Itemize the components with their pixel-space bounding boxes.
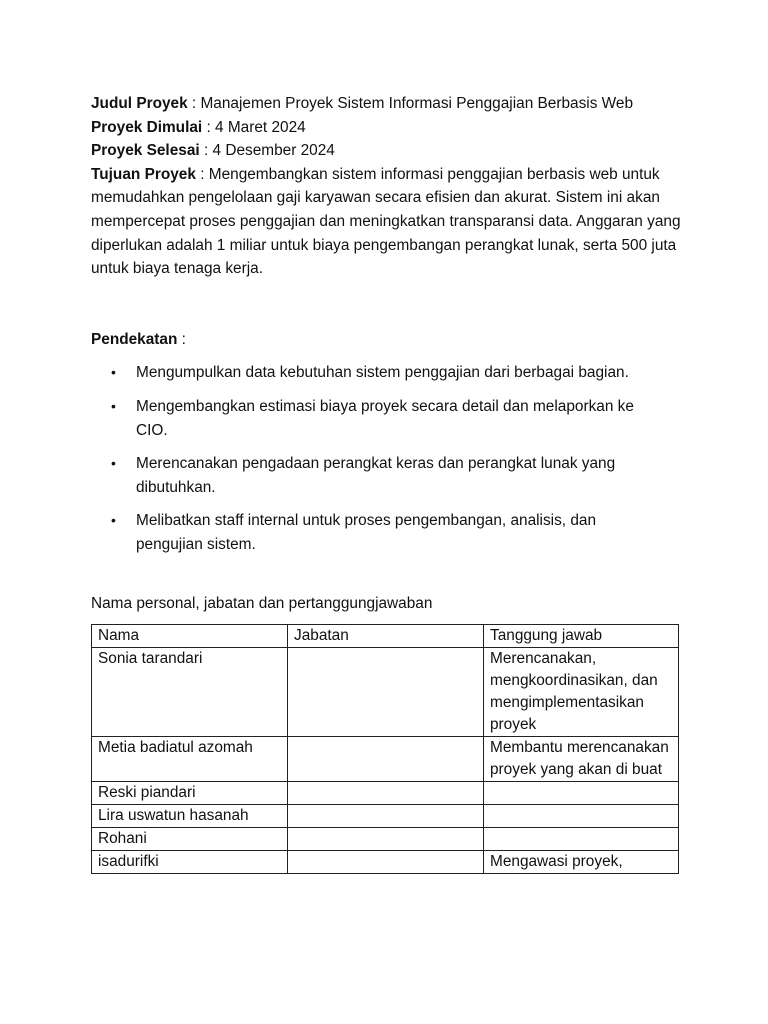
project-start-value: : 4 Maret 2024 <box>202 118 306 136</box>
staff-table <box>91 624 679 874</box>
project-title-value: : Manajemen Proyek Sistem Informasi Penggajian Berbasis Web <box>187 95 634 112</box>
list-item <box>91 452 656 499</box>
bullet-icon: • <box>111 512 116 529</box>
cell-responsibility: Membantu merencanakan proyek yang akan di buat <box>484 737 679 782</box>
cell-position <box>288 828 484 851</box>
list-item-text: Mengembangkan estimasi biaya proyek secara detail dan melaporkan ke CIO. <box>136 397 634 439</box>
project-goal-value: : Mengembangkan sistem informasi penggajian berbasis web untuk memudahkan pengelolaan gaji karyawan secara efisien dan akurat. Sistem ini akan mempercepat proses penggajian dan meningkatkan transparansi data. Anggaran yang diperlukan adalah 1 miliar untuk biaya pengembangan perangkat lunak, serta 500 juta untuk biaya tenaga kerja. <box>91 165 681 278</box>
list-item-text: Melibatkan staff internal untuk proses pengembangan, analisis, dan pengujian sistem. <box>136 512 597 553</box>
bullet-icon: • <box>111 364 116 381</box>
header-cell-position: Jabatan <box>288 625 484 648</box>
cell-name: Reski piandari <box>92 782 288 805</box>
list-item-text: Mengumpulkan data kebutuhan sistem penggajian dari berbagai bagian. <box>136 364 629 382</box>
list-item-text: Merencanakan pengadaan perangkat keras dan perangkat lunak yang dibutuhkan. <box>136 455 616 496</box>
project-goal-paragraph <box>91 163 691 281</box>
cell-position <box>288 782 484 805</box>
project-end-line <box>91 139 691 163</box>
header-cell-responsibility: Tanggung jawab <box>484 625 679 648</box>
document-page <box>91 92 691 874</box>
table-row <box>92 805 679 828</box>
cell-name: isadurifki <box>92 851 288 874</box>
project-start-label: Proyek Dimulai <box>91 118 203 136</box>
project-title-label: Judul Proyek <box>91 95 188 112</box>
cell-name: Metia badiatul azomah <box>92 737 288 782</box>
cell-name: Sonia tarandari <box>92 648 288 737</box>
cell-responsibility <box>484 805 679 828</box>
cell-position <box>288 851 484 874</box>
cell-position <box>288 737 484 782</box>
cell-responsibility <box>484 828 679 851</box>
table-row <box>92 737 679 782</box>
table-caption: Nama personal, jabatan dan pertanggungjawaban <box>91 594 433 612</box>
cell-responsibility: Mengawasi proyek, <box>484 851 679 874</box>
project-title-line <box>91 92 691 116</box>
approach-suffix: : <box>177 330 186 348</box>
list-item <box>91 395 656 442</box>
cell-responsibility <box>484 782 679 805</box>
table-row <box>92 851 679 874</box>
cell-position <box>288 648 484 737</box>
list-item <box>91 361 656 385</box>
project-end-label: Proyek Selesai <box>91 142 200 160</box>
cell-name: Rohani <box>92 828 288 851</box>
project-goal-label: Tujuan Proyek <box>91 165 196 183</box>
bullet-icon: • <box>111 397 116 414</box>
approach-heading <box>91 328 691 352</box>
table-row <box>92 782 679 805</box>
cell-responsibility: Merencanakan, mengkoordinasikan, dan mengimplementasikan proyek <box>484 648 679 737</box>
bullet-icon: • <box>111 455 116 472</box>
table-row <box>92 648 679 737</box>
approach-label: Pendekatan <box>91 330 178 348</box>
table-header-row <box>92 625 679 648</box>
project-end-value: : 4 Desember 2024 <box>199 142 335 160</box>
approach-list <box>91 361 691 556</box>
cell-name: Lira uswatun hasanah <box>92 805 288 828</box>
list-item <box>91 509 656 556</box>
table-row <box>92 828 679 851</box>
cell-position <box>288 805 484 828</box>
project-start-line <box>91 116 691 140</box>
header-cell-name: Nama <box>92 625 288 648</box>
